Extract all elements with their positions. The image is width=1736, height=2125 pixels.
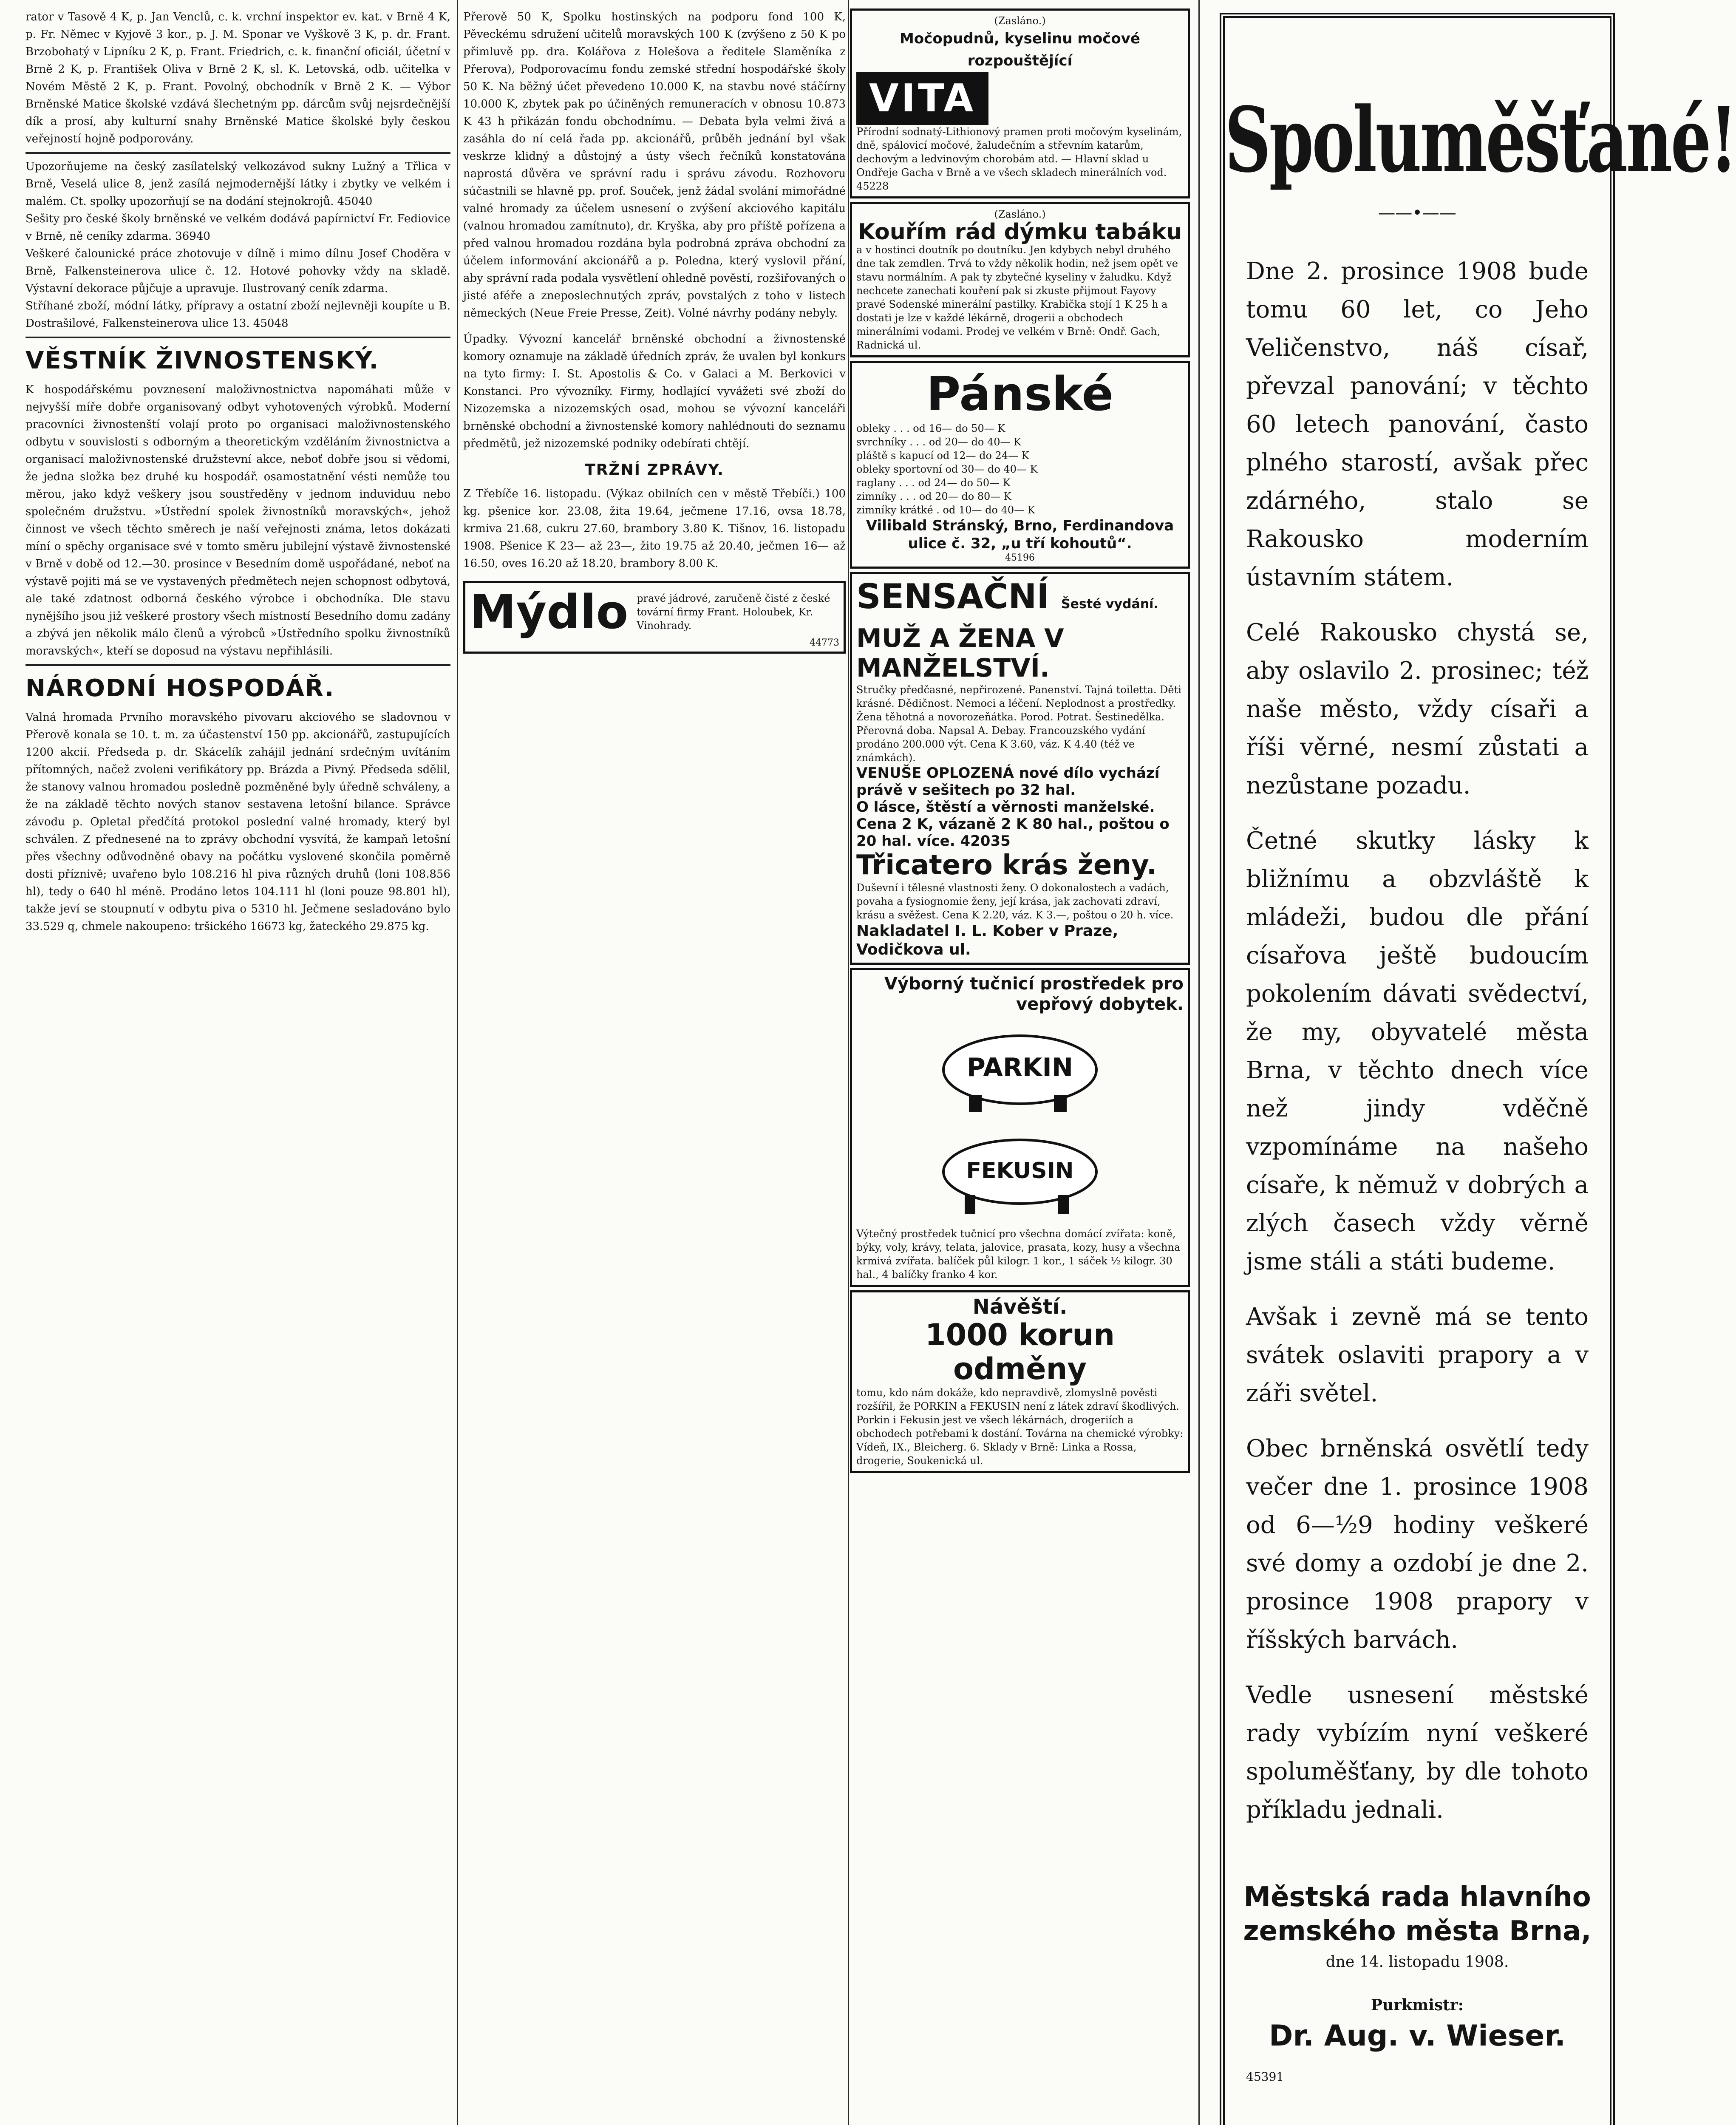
pipe-ad bbox=[850, 202, 1190, 357]
soap-text: pravé jádrové, zaručeně čisté z české tovární firmy Frant. Holoubek, Kr. Vinohrady. bbox=[637, 592, 830, 632]
proclamation-poster bbox=[1220, 13, 1736, 2125]
porkin-headline: Výborný tučnicí prostředek pro vepřový dobytek. bbox=[884, 974, 1184, 1014]
column-3-ads bbox=[850, 0, 1190, 2125]
column-1 bbox=[25, 0, 450, 2125]
vita-ad bbox=[850, 8, 1190, 198]
book-text: Stručky předčasné, nepřirozené. Panenství. Tajná toiletta. Děti krásné. Dědičnost. Nemoci a léčení. Neplodnost a prostředky. Žena těhotná a novorozeňátka. Porod. Potrat. Šestinedělka. Přerovná doba. Napsal A. Debay. Francouzského vydání prodáno 200.000 výt. Cena K 3.60, váz. K 4.40 (též ve známkách). bbox=[856, 684, 1181, 764]
poster-council: Městská rada hlavního zemského města Brna, bbox=[1243, 1881, 1592, 1947]
book-beauty-title: Třicatero krás ženy. bbox=[856, 850, 1157, 881]
pig-illustration bbox=[931, 1023, 1109, 1116]
economy-article: Valná hromada Prvního moravského pivovaru akciového se sladovnou v Přerově konala se 10. t. m. za účastenství 150 pp. akcionářů, zastupujících 1200 akcií. Předseda p. dr. Skácelík zahájil jednání srdečným uvítáním přítomných, načež zvoleni verifikátory pp. Brázda a Pivný. Předseda sdělil, že stanovy valnou hromadou posledně pozměněné byly úředně schváleny, a že na základě těchto nových stanov sestavena letošní bilance. Správce závodu p. Opletal předčítá protokol poslední valné hromady, který byl schválen. Z přednesené na to zprávy obchodní vysvítá, že kampaň letošní přes všechny odůvodněné obavy na počátku vyslovené skončila poměrně dosti příznivě; uvařeno bylo 108.216 hl piva různých druhů (loni 108.856 hl), tedy o 640 hl méně. Prodáno letos 104.111 hl (loni pouze 98.801 hl), takže jeví se stoupnutí v odbytu piva o 5310 hl. Ječmene sesladováno bylo 33.529 q, chmele nakoupeno: tršického 16673 kg, žateckého 29.875 kg. bbox=[25, 711, 450, 933]
reward-title: 1000 korun odměny bbox=[925, 1318, 1115, 1386]
book-title: MUŽ A ŽENA V MANŽELSTVÍ. bbox=[856, 623, 1064, 683]
column-rule bbox=[848, 0, 849, 2125]
poster-paragraph: Četné skutky lásky k bližnímu a obzvláště k mládeži, budou dle přání císařova ještě budoucím pokolením dávati svědectví, že my, obyvatelé města Brna, v těchto dnech více než jindy vděčně vzpomínáme na našeho císaře, k němuž v dobrých a zlých časech vždy věrně jsme stáli a státi budeme. bbox=[1246, 827, 1589, 1275]
vita-logo: VITA bbox=[856, 72, 988, 125]
reward-ad bbox=[850, 1290, 1190, 1473]
ornament-divider: ——•—— bbox=[1378, 203, 1456, 223]
market-heading: TRŽNÍ ZPRÁVY. bbox=[585, 461, 724, 479]
book-sensation bbox=[856, 578, 1184, 623]
section-heading-trade: VĚSTNÍK ŽIVNOSTENSKÝ. bbox=[25, 347, 379, 374]
poster-paragraph: Vedle usnesení městské rady vybízím nyní veškeré spoluměšťany, by dle tohoto příkladu jednali. bbox=[1246, 1681, 1589, 1824]
section-heading-economy: NÁRODNÍ HOSPODÁŘ. bbox=[25, 674, 335, 702]
classified-ad: Upozorňujeme na český zasílatelský velkozávod sukny Lužný a Třlica v Brně, Veselá ulice 8, jenž zasílá nejmodernější látky i zbytky ve velkém i malém. Ct. spolky upozorňují se na dodání stejnokrojů. 45040 bbox=[25, 160, 450, 208]
panske-item: obleky . . . od 16— do 50— K bbox=[856, 422, 1005, 434]
book-ad bbox=[850, 572, 1190, 965]
panske-item: raglany . . . od 24— do 50— K bbox=[856, 477, 1011, 489]
cow-illustration bbox=[931, 1125, 1109, 1218]
fekusin-text: Výtečný prostředek tučnicí pro všechna domácí zvířata: koně, býky, voly, krávy, telata, jalovice, prasata, kozy, husy a všechna krmivá zvířata. balíček půl kilogr. 1 kor., 1 sáček ½ kilogr. 30 hal., 4 balíčky franko 4 kor. bbox=[856, 1228, 1181, 1281]
column-rule bbox=[1198, 0, 1200, 2125]
reward-text: tomu, kdo nám dokáže, kdo nepravdivě, zlomyslně pověsti rozšířil, že PORKIN a FEKUSIN není z látek zdraví škodlivých. Porkin i Fekusin jest ve všech lékárnách, drogeriích a obchodech potřebami k dostání. Továrna na chemické výrobky: Vídeň, IX., Bleicherg. 6. Sklady v Brně: Linka a Rossa, drogerie, Soukenická ul. bbox=[856, 1387, 1184, 1467]
panske-item: zimníky . . . od 20— do 80— K bbox=[856, 490, 1011, 502]
divider bbox=[25, 664, 450, 666]
book-sensation-title: SENSAČNÍ bbox=[856, 577, 1050, 616]
book-love: O lásce, štěstí a věrnosti manželské. Cena 2 K, vázaně 2 K 80 hal., poštou o 20 hal. více. 42035 bbox=[856, 799, 1170, 850]
soap-ad bbox=[463, 581, 846, 654]
brewery-report: Přerově 50 K, Spolku hostinských na podporu fond 100 K, Pěveckému sdružení učitelů moravských 100 K (zvýšeno z 50 K po přimluvě pp. dra. Kolářova z Holešova a ředitele Slaměníka z Přerova), Podporovacímu fondu zemské střední hospodářské školy 50 K. Na běžný účet převedeno 10.000 K, na stavbu nové stáčírny 10.000 K, zbytek pak po účiněných remuneracích v obnosu 10.873 K 43 h přikázán fondu obchodnímu. — Debata byla velmi živá a zasáhla do ní celá řada pp. akcionářů, průběh jednání byl však veskrze klidný a důstojný a ústy všech řečníků konstatována naprostá důvěra ve správní radu i správu závodu. Rozhovoru súčastnili se hlavně pp. prof. Souček, jenž žádal svolání mimořádné valné hromady za účelem usnesení o zvýšení akciového kapitálu (valnou hromadou zamítnuto), dr. Kryška, aby pro příště pořízena a před valnou hromadou rozdána byla podrobná zpráva obchodní za účelem informování akcionářů a p. Poledna, který vyslovil přání, aby správní rada podala vysvětlení ohledně pověstí, rozšiřovaných o jisté aféře a zneposlechnutých zpráv, povstalých z toho v listech německých (Neue Freie Presse, Zeit). Volné návrhy podány nebyly. bbox=[463, 11, 846, 320]
poster-paragraph: Avšak i zevně má se tento svátek oslaviti prapory a v záři světel. bbox=[1246, 1303, 1589, 1407]
pipe-text: a v hostinci doutník po doutníku. Jen kdybych nebyl druhého dne tak zemdlen. Trvá to vždy několik hodin, než jsem opět ve stavu normálním. A pak ty zbytečné kyseliny v žaludku. Když nechcete zanechati kouření pak si zkuste přijmout Fayovy pravé Sodenské minerální pastilky. Krabička stojí 1 K 25 h a dostati je lze v každé lékárně, drogerii a obchodech minerálními vodami. Prodej ve velkém v Brně: Ondř. Gach, Radnická ul. bbox=[856, 244, 1178, 351]
panske-item: zimníky krátké . od 10— do 40— K bbox=[856, 504, 1035, 516]
pipe-tag: (Zasláno.) bbox=[994, 208, 1046, 220]
panske-number: 45196 bbox=[1005, 552, 1035, 563]
reward-navesti: Návěští. bbox=[972, 1295, 1068, 1319]
column-rule bbox=[457, 0, 458, 2125]
panske-title: Pánské bbox=[926, 367, 1114, 421]
porkin-ad bbox=[850, 968, 1190, 1287]
trade-article: K hospodářskému povznesení maloživnostnictva napomáhati může v nejvyšší míře dobře organisovaný odbyt vyhotovených výrobků. Moderní pracovníci živnostenští volají proto po organisaci maloživnostenského odbytu v souvislosti s odborným a theoretickým vzděláním živnostnictva a organisací maloživnostenské družstevní akce, neboť dobře jsou si vědomi, že jedna složka bez druhé ku hospodář. osamostatnění vésti nemůže tou měrou, jako když veškery jsou soustředěny v jednom induviduu nebo společném družstvu. »Ústřední spolek živnostníků moravských«, jehož činnost ve všech těchto směrech je naší veřejnosti známa, letos dokázati míní o spěchy organisace své v tomto směru jubilejní výstavě živnostenské v Brně v době od 12.—30. prosince v Besedním domě uspořádané, neboť na výstavě pojiti má se ve vystavených předmětech nejen schopnost odbytová, ale také zdatnost odborná českého výrobce i obchodníka. Dle stavu nynějšího jsou již veškeré prostory všech místností Besedního domu zadány a zbývá jen několik málo členů a výrobců »Ústředního spolku živnostníků moravských«, kteří se doposud na výstavu nepřihlásili. bbox=[25, 383, 450, 657]
fekusin-logo: FEKUSIN bbox=[966, 1158, 1074, 1184]
book-sensation-sub: Šesté vydání. bbox=[1061, 597, 1158, 612]
vita-text: Přírodní sodnatý-Lithionový pramen proti močovým kyselinám, dně, spálovicí močové, žaludečním a střevním katarům, dechovým a ledvinovým chorobám atd. — Hlavní sklad u Ondřeje Gacha v Brně a ve všech skladech minerálních vod. 45228 bbox=[856, 126, 1182, 192]
divider bbox=[25, 337, 450, 338]
soap-number: 44773 bbox=[810, 638, 839, 648]
classified-ad: Sešity pro české školy brněnské ve velkém dodává papírnictví Fr. Fediovice v Brně, ně ceníky zdarma. 36940 bbox=[25, 212, 450, 243]
market-report: Z Třebíče 16. listopadu. (Výkaz obilních cen v městě Třebíči.) 100 kg. pšenice kor. 23.08, žita 19.64, ječmene 17.16, ovsa 18.78, krmiva 21.68, cukru 27.60, brambory 3.80 K. Tišnov, 16. listopadu 1908. Pšenice K 23— až 23—, žito 19.75 až 20.40, ječmen 16— až 16.50, oves 16.20 až 18.20, brambory 8.00 K. bbox=[463, 487, 846, 570]
panske-ad bbox=[850, 361, 1190, 569]
poster-mayor: Dr. Aug. v. Wieser. bbox=[1269, 2019, 1566, 2053]
vita-tag: (Zasláno.) bbox=[994, 15, 1046, 27]
column-2 bbox=[463, 0, 846, 2125]
panske-shop: Vilibald Stránský, Brno, Ferdinandova ulice č. 32, „u tří kohoutů“. bbox=[866, 517, 1174, 552]
vita-headline: Močopudnů, kyselinu močové rozpouštějící bbox=[900, 30, 1140, 69]
divider bbox=[25, 152, 450, 154]
book-publisher: Nakladatel I. L. Kober v Praze, Vodičkova ul. bbox=[856, 922, 1119, 958]
poster-role: Purkmistr: bbox=[1371, 1996, 1464, 2014]
panske-item: obleky sportovní od 30— do 40— K bbox=[856, 463, 1038, 475]
classified-ad: Veškeré čalounické práce zhotovuje v dílně i mimo dílnu Josef Choděra v Brně, Falkensteinerova ulice č. 12. Hotové pohovky vždy na skladě. Výstavní dekorace půjčuje a upravuje. Ilustrovaný ceník zdarma. bbox=[25, 247, 450, 295]
poster-number: 45391 bbox=[1246, 2070, 1284, 2084]
porkin-logo: PARKIN bbox=[966, 1053, 1073, 1082]
poster-title: Spoluměšťané! bbox=[1225, 88, 1736, 193]
poster-paragraph: Obec brněnská osvětlí tedy večer dne 1. prosince 1908 od 6—½9 hodiny veškeré své domy a ozdobí je dne 2. prosince 1908 prapory v říšských barvách. bbox=[1246, 1435, 1589, 1654]
panske-item: svrchníky . . . od 20— do 40— K bbox=[856, 436, 1022, 448]
classified-ad: Stříhané zboží, módní látky, přípravy a ostatní zboží nejlevněji koupíte u B. Dostrašilové, Falkensteinerova ulice 13. 45048 bbox=[25, 300, 450, 330]
column-4-poster bbox=[1220, 0, 1736, 2125]
poster-paragraph: Celé Rakousko chystá se, aby oslavilo 2. prosinec; též naše město, vždy císaři a říši věrné, nesmí zůstati a nezůstane pozadu. bbox=[1246, 619, 1589, 799]
poster-paragraph: Dne 2. prosince 1908 bude tomu 60 let, co Jeho Veličenstvo, náš císař, převzal panování; v těchto 60 letech panování, často plného starostí, avšak přec zdárného, stalo se Rakousko moderním ústavním státem. bbox=[1246, 258, 1589, 591]
soap-title: Mýdlo bbox=[470, 585, 629, 639]
poster-date: dne 14. listopadu 1908. bbox=[1325, 1953, 1509, 1971]
pipe-headline: Kouřím rád dýmku tabáku bbox=[858, 219, 1182, 245]
book-beauty-text: Duševní i tělesné vlastnosti ženy. O dokonalostech a vadách, povaha a fysiognomie ženy, její krása, jak zachovati zdraví, krásu a svěžest. Cena K 2.20, váz. K 3.—, poštou o 20 h. více. bbox=[856, 882, 1174, 921]
book-venuse: VENUŠE OPLOZENÁ nové dílo vychází právě v sešitech po 32 hal. bbox=[856, 765, 1160, 799]
bankruptcy-notice: Úpadky. Vývozní kancelář brněnské obchodní a živnostenské komory oznamuje na základě úředních zpráv, že uvalen byl konkurs na tyto firmy: I. St. Apostolis & Co. v Galaci a M. Berkovici v Konstanci. Pro vývozníky. Firmy, hodlající vyvážeti své zboží do Nizozemska a nizozemských osad, mohou se vývozní kanceláři brněnské obchodní a živnostenské komory nahlédnouti do seznamu předmětů, jež nizozemské podniky odebírati chtějí. bbox=[463, 333, 846, 450]
panske-item: pláště s kapucí od 12— do 24— K bbox=[856, 450, 1029, 462]
intro-paragraph: rator v Tasově 4 K, p. Jan Venclů, c. k. vrchní inspektor ev. kat. v Brně 4 K, p. Fr. Němec v Kyjově 3 kor., p. J. M. Sponar ve Vyškově 3 K, p. dr. Frant. Brzobohatý v Lipníku 2 K, p. Frant. Friedrich, c. k. finanční oficiál, účetní v Brně 2 K, p. František Oliva v Brně 2 K, sl. K. Letovská, odb. učitelka v Novém Městě 2 K, p. Frant. Povolný, obchodník v Brně 2 K. — Výbor Brněnské Matice školské vzdává šlechetným pp. dárcům svůj nejsrdečnější dík a prosí, aby kulturní snahy Brněnské Matice školské byly českou veřejností hojně podporovány. bbox=[25, 11, 450, 145]
